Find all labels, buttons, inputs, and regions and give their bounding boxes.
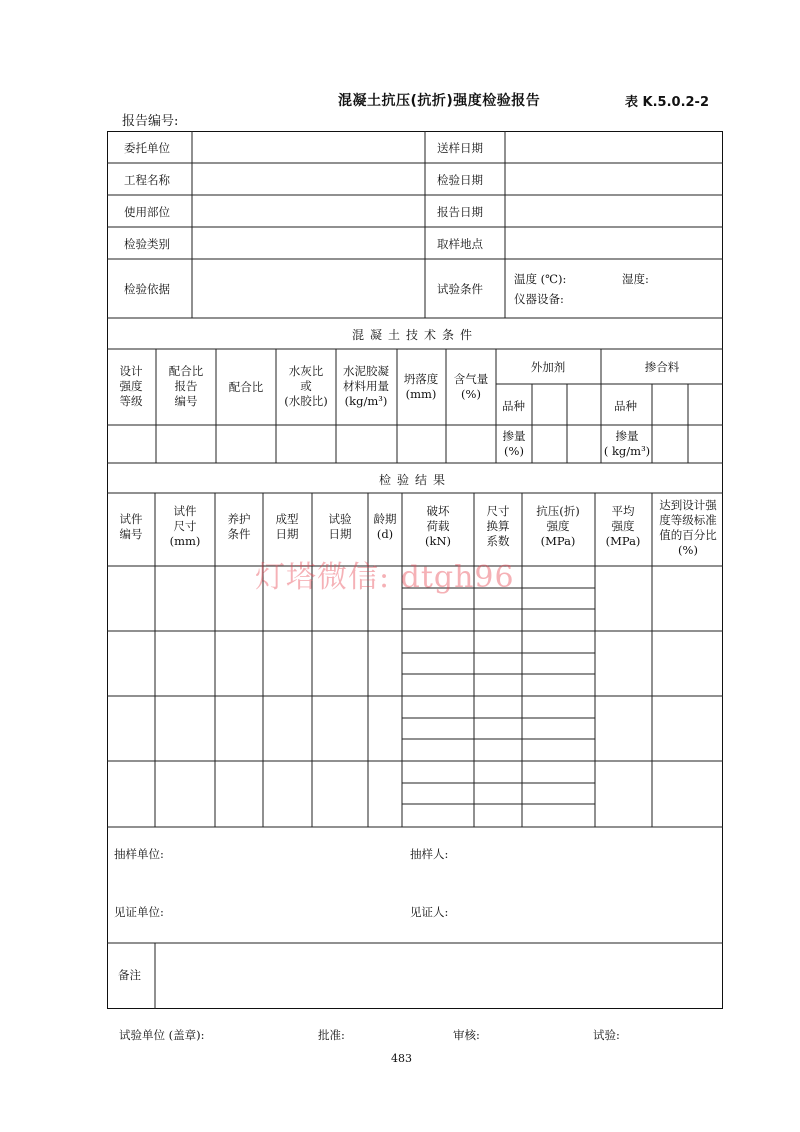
specimen-no-header: 试件 编号 [119, 512, 143, 541]
addition-variety-label: 品种 [614, 399, 637, 413]
client-label: 委托单位 [124, 141, 170, 155]
conversion-factor-header: 尺寸 换算 系数 [486, 504, 510, 548]
report-date-label: 报告日期 [437, 205, 483, 219]
temperature-label: 温度 (℃): [514, 272, 567, 286]
tester-label: 试验: [593, 1028, 620, 1042]
humidity-label: 湿度: [622, 272, 649, 286]
air-content-header: 含气量 (%) [453, 372, 489, 401]
addition-header: 掺合料 [644, 360, 680, 374]
admixture-header: 外加剂 [530, 360, 566, 374]
age-header: 龄期 (d) [373, 512, 397, 541]
test-conditions-label: 试验条件 [437, 282, 483, 296]
mix-report-no-header: 配合比 报告 编号 [168, 364, 204, 408]
curing-header: 养护 条件 [227, 512, 251, 541]
failure-load-header: 破坏 荷载 (kN) [424, 504, 452, 548]
report-title: 混凝土抗压(抗折)强度检验报告 [338, 93, 541, 109]
sent-date-label: 送样日期 [437, 141, 483, 155]
specimen-size-header: 试件 尺寸 (mm) [169, 504, 201, 548]
addition-dose-label: 掺量 ( kg/m³) [603, 429, 651, 458]
admixture-variety-label: 品种 [502, 399, 525, 413]
table-number: 表 K.5.0.2-2 [625, 95, 709, 110]
sampling-unit-label: 抽样单位: [114, 847, 164, 861]
percent-of-grade-header: 达到设计强 度等级标准 值的百分比 (%) [659, 498, 717, 557]
remarks-label: 备注 [118, 968, 141, 982]
admixture-dose-label: 掺量 (%) [502, 429, 526, 458]
casting-date-header: 成型 日期 [275, 512, 299, 541]
report-number-label: 报告编号: [122, 114, 179, 129]
design-grade-header: 设计 强度 等级 [119, 364, 143, 408]
test-date-header: 试验 日期 [328, 512, 352, 541]
basis-label: 检验依据 [124, 282, 170, 296]
lab-seal-label: 试验单位 (盖章): [119, 1028, 205, 1042]
witness-unit-label: 见证单位: [114, 905, 164, 919]
results-section-title: 检验结果 [378, 473, 452, 487]
witness-label: 见证人: [410, 905, 449, 919]
page-number: 483 [391, 1052, 412, 1065]
review-label: 审核: [453, 1028, 480, 1042]
location-label: 使用部位 [124, 205, 170, 219]
project-name-label: 工程名称 [124, 173, 170, 187]
category-label: 检验类别 [124, 237, 170, 251]
slump-header: 坍落度 (mm) [403, 372, 439, 401]
test-date-label: 检验日期 [437, 173, 483, 187]
water-cement-ratio-header: 水灰比 或 (水胶比) [284, 364, 328, 408]
approve-label: 批准: [318, 1028, 345, 1042]
mix-ratio-header: 配合比 [228, 380, 264, 394]
tech-section-title: 混凝土技术条件 [351, 328, 479, 342]
sampling-site-label: 取样地点 [437, 237, 483, 251]
sampler-label: 抽样人: [410, 847, 449, 861]
watermark-text: 灯塔微信: dtgh96 [255, 560, 515, 595]
binder-amount-header: 水泥胶凝 材料用量 (kg/m³) [343, 364, 389, 408]
equipment-label: 仪器设备: [514, 292, 564, 306]
average-strength-header: 平均 强度 (MPa) [605, 504, 641, 548]
strength-header: 抗压(折) 强度 (MPa) [536, 504, 580, 548]
